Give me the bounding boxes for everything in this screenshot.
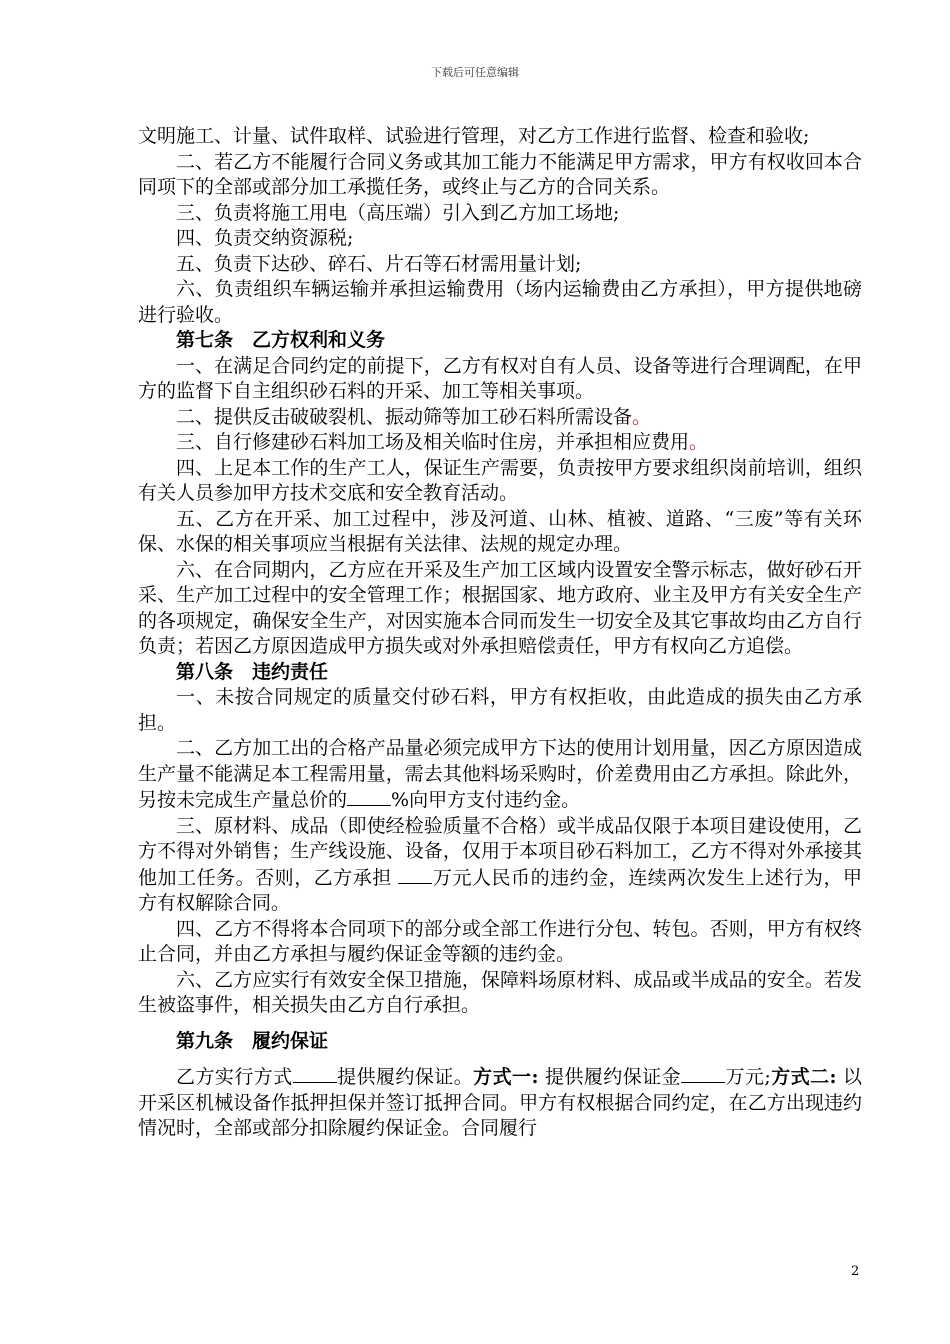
- paragraph-text: 万元;: [725, 1066, 771, 1088]
- paragraph: 一、未按合同规定的质量交付砂石料，甲方有权拒收，由此造成的损失由乙方承担。: [138, 686, 862, 734]
- paragraph-text: 二、提供反击破破裂机、振动筛等加工砂石料所需设备: [176, 405, 633, 428]
- paragraph-text: 三、原材料、成品（即使经检验质量不合格）或半成品仅限于本项目建设使用，乙方不得对外销售；生产线设施、设备，仅用于本项目砂石料加工，乙方不得对外承接其他加工任务。否则，乙方承担: [138, 814, 862, 889]
- paragraph-text: 以开采区机械设备作抵押担保并签订抵押合同。甲方有权根据合同约定，在乙方出现违约情况时，全部或部分扣除履约保证金。合同履行: [138, 1066, 862, 1139]
- paragraph-text: 二、乙方加工出的合格产品量必须完成甲方下达的使用计划用量，因乙方原因造成生产量不能满足本工程需用量，需去其他料场采购时，价差费用由乙方承担。除此外，另按未完成生产量总价的: [138, 737, 862, 811]
- blank-underline: [398, 865, 432, 884]
- paragraph: [138, 405, 862, 431]
- section-heading-article-7: 第七条 乙方权利和义务: [176, 329, 386, 351]
- blank-underline: [681, 1064, 725, 1083]
- paragraph: 四、乙方不得将本合同项下的部分或全部工作进行分包、转包。否则，甲方有权终止合同，并由乙方承担与履约保证金等额的违约金。: [138, 917, 862, 965]
- paragraph: 四、负责交纳资源税;: [176, 227, 354, 249]
- paragraph-text: %向甲方支付违约金。: [391, 789, 581, 811]
- paragraph-text: 万元人民币的违约金，连续两次发生上述行为，甲方有权解除合同。: [138, 866, 862, 914]
- page-number: 2: [851, 1264, 860, 1279]
- method-label: 方式一:: [473, 1066, 539, 1088]
- paragraph-text: 提供履约保证金: [538, 1066, 682, 1088]
- paragraph: 五、负责下达砂、碎石、片石等石材需用量计划;: [176, 252, 582, 275]
- paragraph: 六、乙方应实行有效安全保卫措施，保障料场原材料、成品或半成品的安全。若发生被盗事件，相关损失由乙方自行承担。: [138, 968, 862, 1016]
- paragraph: 文明施工、计量、试件取样、试验进行管理，对乙方工作进行监督、检查和验收;: [138, 125, 810, 147]
- paragraph: [138, 1064, 862, 1142]
- paragraph: 六、在合同期内，乙方应在开采及生产加工区域内设置安全警示标志，做好砂石开采、生产加工过程中的安全管理工作；根据国家、地方政府、业主及甲方有关安全生产的各项规定，确保安全生产，对因实施本合同而发生一切安全及其它事故均由乙方自行负责；若因乙方原因造成甲方损失或对外承担赔偿责任，甲方有权向乙方追偿。: [138, 558, 862, 657]
- paragraph: [138, 736, 862, 814]
- paragraph: 三、负责将施工用电（高压端）引入到乙方加工场地;: [176, 201, 620, 224]
- red-punctuation: 。: [689, 431, 709, 453]
- paragraph-text: 提供履约保证。: [336, 1066, 474, 1088]
- paragraph: 五、乙方在开采、加工过程中，涉及河道、山林、植被、道路、“三废”等有关环保、水保的相关事项应当根据有关法律、法规的规定办理。: [138, 507, 862, 555]
- paragraph: 一、在满足合同约定的前提下，乙方有权对自有人员、设备等进行合理调配，在甲方的监督下自主组织砂石料的开采、加工等相关事项。: [138, 354, 862, 402]
- section-heading-article-9: 第九条 履约保证: [176, 1029, 329, 1052]
- paragraph: [138, 814, 862, 917]
- paragraph: 四、上足本工作的生产工人，保证生产需要，负责按甲方要求组织岗前培训，组织有关人员参加甲方技术交底和安全教育活动。: [138, 456, 862, 504]
- paragraph-text: 三、自行修建砂石料加工场及相关临时住房，并承担相应费用: [176, 431, 690, 453]
- paragraph: 六、负责组织车辆运输并承担运输费用（场内运输费由乙方承担），甲方提供地磅进行验收。: [138, 278, 862, 326]
- blank-underline: [293, 1064, 337, 1083]
- paragraph: 二、若乙方不能履行合同义务或其加工能力不能满足甲方需求，甲方有权收回本合同项下的全部或部分加工承揽任务，或终止与乙方的合同关系。: [138, 150, 862, 198]
- page-header: 下载后可任意编辑: [431, 66, 519, 79]
- blank-underline: [347, 787, 391, 806]
- section-heading-article-8: 第八条 违约责任: [176, 660, 329, 683]
- paragraph: [138, 430, 862, 456]
- paragraph-text: 乙方实行方式: [176, 1066, 293, 1088]
- method-label: 方式二:: [770, 1066, 837, 1088]
- red-punctuation: 。: [632, 405, 652, 428]
- document-body: [138, 124, 862, 1142]
